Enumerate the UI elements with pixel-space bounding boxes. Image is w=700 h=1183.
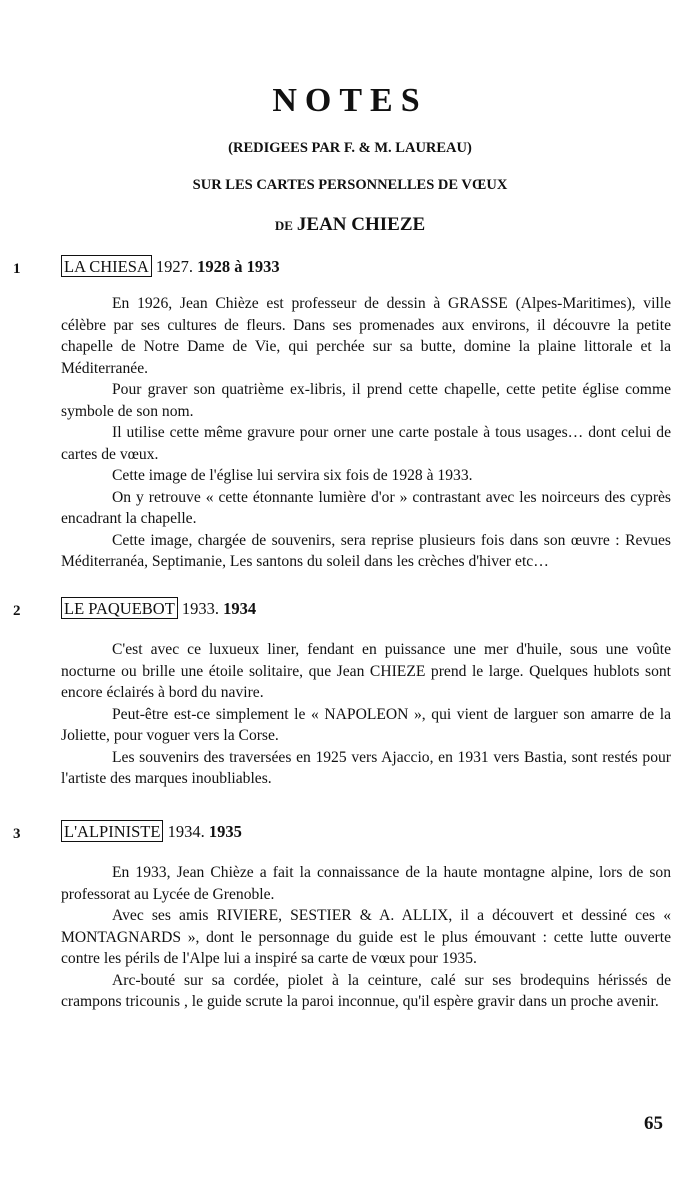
paragraph: C'est avec ce luxueux liner, fendant en puissance une mer d'huile, sous une voûte nocturne ou brille une étoile solitaire, que Jean CHIEZE prend le large. Quelques hublots sont encore éclairés à bord du navire.: [61, 641, 671, 701]
authors-line: (REDIGEES PAR F. & M. LAUREAU): [228, 140, 472, 156]
note-year: 1934.: [167, 822, 205, 841]
note-heading: [61, 257, 280, 277]
paragraph: Les souvenirs des traversées en 1925 vers Ajaccio, en 1931 vers Bastia, sont restés pour l'artiste des marques inoubliables.: [61, 748, 671, 787]
artist-name: JEAN CHIEZE: [296, 214, 426, 235]
note-years: 1934: [223, 599, 257, 618]
page-number: 65: [644, 1113, 663, 1134]
note-label: L'ALPINISTE: [61, 820, 163, 842]
page-title: NOTES: [272, 82, 428, 119]
note-label: LE PAQUEBOT: [61, 597, 178, 619]
paragraph: Il utilise cette même gravure pour orner une carte postale à tous usages… dont celui de cartes de vœux.: [61, 424, 671, 463]
note-label: LA CHIESA: [61, 255, 152, 277]
subtitle-line: SUR LES CARTES PERSONNELLES DE VŒUX: [192, 177, 508, 193]
note-years: 1935: [208, 822, 242, 841]
paragraph: Pour graver son quatrième ex-libris, il prend cette chapelle, cette petite église comme symbole de son nom.: [61, 381, 671, 420]
artist-line: [0, 214, 700, 236]
paragraph: En 1933, Jean Chièze a fait la connaissance de la haute montagne alpine, lors de son professorat au Lycée de Grenoble.: [61, 864, 671, 903]
note-number: 1: [13, 261, 21, 277]
paragraph: Arc-bouté sur sa cordée, piolet à la ceinture, calé sur ses brodequins hérissés de crampons tricounis , le guide scrute la paroi inconnue, qu'il espère gravir dans un proche avenir.: [61, 971, 671, 1010]
note-number: 2: [13, 603, 21, 619]
note-years: 1928 à 1933: [197, 257, 280, 276]
artist-prefix: DE: [274, 218, 293, 233]
paragraph: Avec ses amis RIVIERE, SESTIER & A. ALLIX, il a découvert et dessiné ces « MONTAGNARDS », dont le personnage du guide est le plus émouvant : cette lutte ouverte contre les périls de l'Alpe lui a inspiré sa carte de vœux pour 1935.: [61, 907, 671, 967]
note-number: 3: [13, 826, 21, 842]
note-body: [61, 639, 671, 790]
paragraph: On y retrouve « cette étonnante lumière d'or » contrastant avec les noirceurs des cyprès encadrant la chapelle.: [61, 488, 671, 527]
paragraph: Cette image de l'église lui servira six fois de 1928 à 1933.: [112, 467, 473, 484]
note-body: [61, 862, 671, 1013]
note-heading: [61, 599, 256, 619]
paragraph: Peut-être est-ce simplement le « NAPOLEON », qui vient de larguer son amarre de la Joliette, pour voguer vers la Corse.: [61, 705, 671, 744]
note-year: 1933.: [181, 599, 220, 618]
paragraph: Cette image, chargée de souvenirs, sera reprise plusieurs fois dans son œuvre : Revues Méditerranéa, Septimanie, Les santons du soleil dans les crèches d'hiver etc…: [61, 531, 671, 570]
note-body: [61, 293, 671, 573]
note-year: 1927.: [155, 257, 194, 276]
paragraph: En 1926, Jean Chièze est professeur de dessin à GRASSE (Alpes-Maritimes), ville célèbre par ses cultures de fleurs. Dans ses promenades aux environs, il découvre la petite chapelle de Notre Dame de Vie, qui perchée sur sa butte, domine la plaine littorale et la Méditerranée.: [61, 295, 671, 377]
note-heading: [61, 822, 242, 842]
